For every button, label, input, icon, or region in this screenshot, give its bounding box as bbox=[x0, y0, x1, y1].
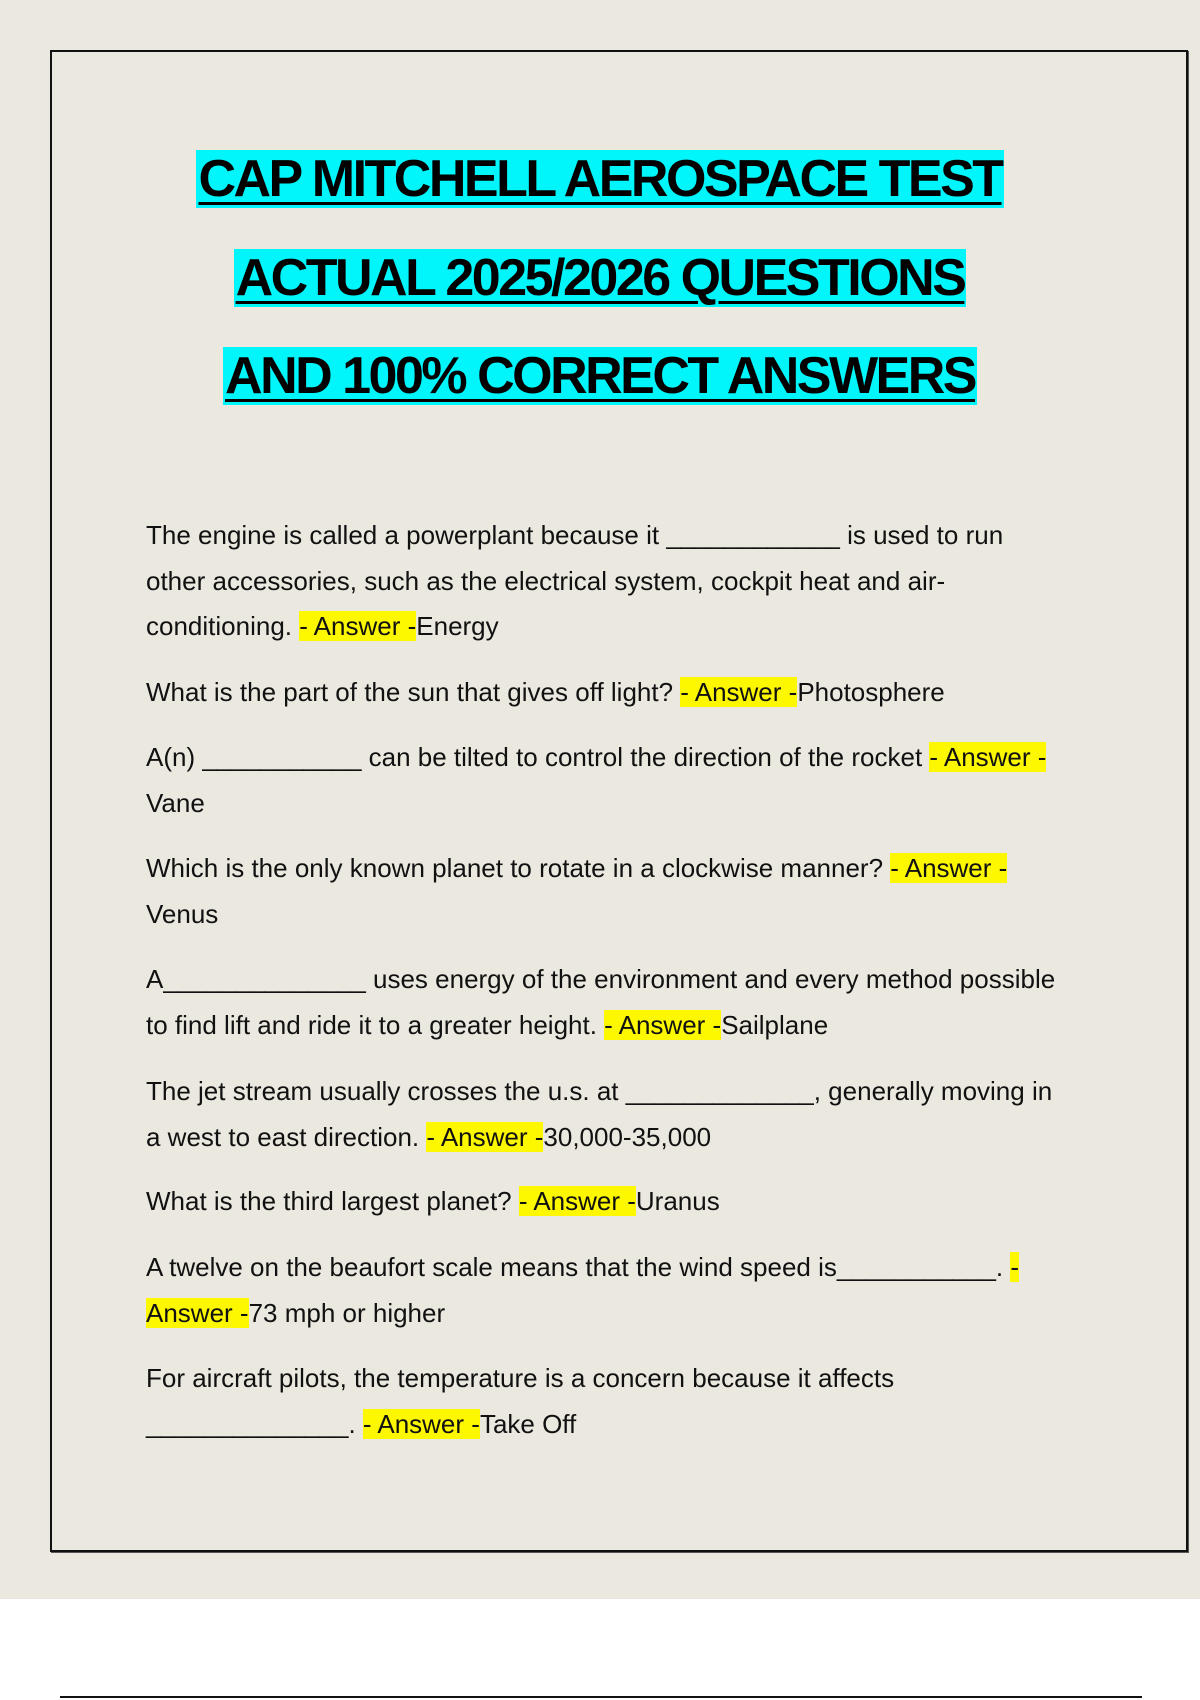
answer-text: Venus bbox=[146, 898, 219, 929]
question-text: A______________ uses energy of the environment and every method possible to find lift and ride it to a greater height. bbox=[146, 964, 1056, 1040]
question-text: For aircraft pilots, the temperature is a concern because it affects ______________. bbox=[146, 1363, 895, 1439]
answer-text: 73 mph or higher bbox=[248, 1297, 446, 1328]
answer-marker: - Answer - bbox=[362, 1408, 480, 1439]
title-text: ACTUAL 2025/2026 QUESTIONS bbox=[235, 249, 965, 307]
question-item bbox=[146, 1245, 1066, 1336]
answer-text: Uranus bbox=[635, 1186, 720, 1216]
answer-text: Take Off bbox=[479, 1408, 577, 1439]
question-item bbox=[146, 735, 1066, 826]
answer-marker: - Answer - bbox=[299, 611, 417, 641]
question-text: The engine is called a powerplant because it ____________ is used to run other accessories, such as the electrical system, cockpit heat and air-conditioning. bbox=[146, 520, 1004, 641]
answer-text: Sailplane bbox=[721, 1009, 829, 1040]
answer-text: Vane bbox=[146, 787, 205, 818]
title-line-1 bbox=[0, 147, 1200, 211]
question-text: What is the part of the sun that gives off light? bbox=[146, 677, 674, 707]
title-line-3 bbox=[0, 344, 1200, 408]
title-line-2 bbox=[0, 246, 1200, 310]
answer-marker: - Answer - bbox=[929, 742, 1047, 772]
question-item bbox=[146, 1356, 1066, 1447]
answer-text: 30,000-35,000 bbox=[543, 1121, 712, 1152]
question-text: Which is the only known planet to rotate in a clockwise manner? bbox=[146, 853, 884, 883]
title-text: AND 100% CORRECT ANSWERS bbox=[225, 347, 975, 405]
answer-marker: - Answer - bbox=[890, 853, 1008, 883]
question-item bbox=[146, 1179, 1066, 1225]
answer-marker: - Answer - bbox=[518, 1186, 636, 1216]
question-text: The jet stream usually crosses the u.s. at _____________, generally moving in a west to east direction. bbox=[146, 1076, 1053, 1152]
question-item bbox=[146, 957, 1066, 1048]
answer-text: Photosphere bbox=[797, 677, 945, 707]
question-item bbox=[146, 846, 1066, 937]
question-text: What is the third largest planet? bbox=[146, 1186, 512, 1216]
question-item bbox=[146, 670, 1066, 716]
question-text: A(n) ___________ can be tilted to control the direction of the rocket bbox=[146, 742, 923, 772]
divider bbox=[60, 1696, 1142, 1698]
answer-marker: - Answer - bbox=[426, 1121, 544, 1152]
answer-marker: - Answer - bbox=[604, 1009, 722, 1040]
question-text: A twelve on the beaufort scale means that the wind speed is___________. bbox=[146, 1252, 1004, 1282]
answer-marker: - Answer - bbox=[146, 1252, 1020, 1328]
question-item bbox=[146, 1069, 1066, 1160]
answer-marker: - Answer - bbox=[680, 677, 798, 707]
title-text: CAP MITCHELL AEROSPACE TEST bbox=[198, 150, 1002, 208]
answer-text: Energy bbox=[416, 611, 499, 641]
question-item bbox=[146, 513, 1066, 650]
